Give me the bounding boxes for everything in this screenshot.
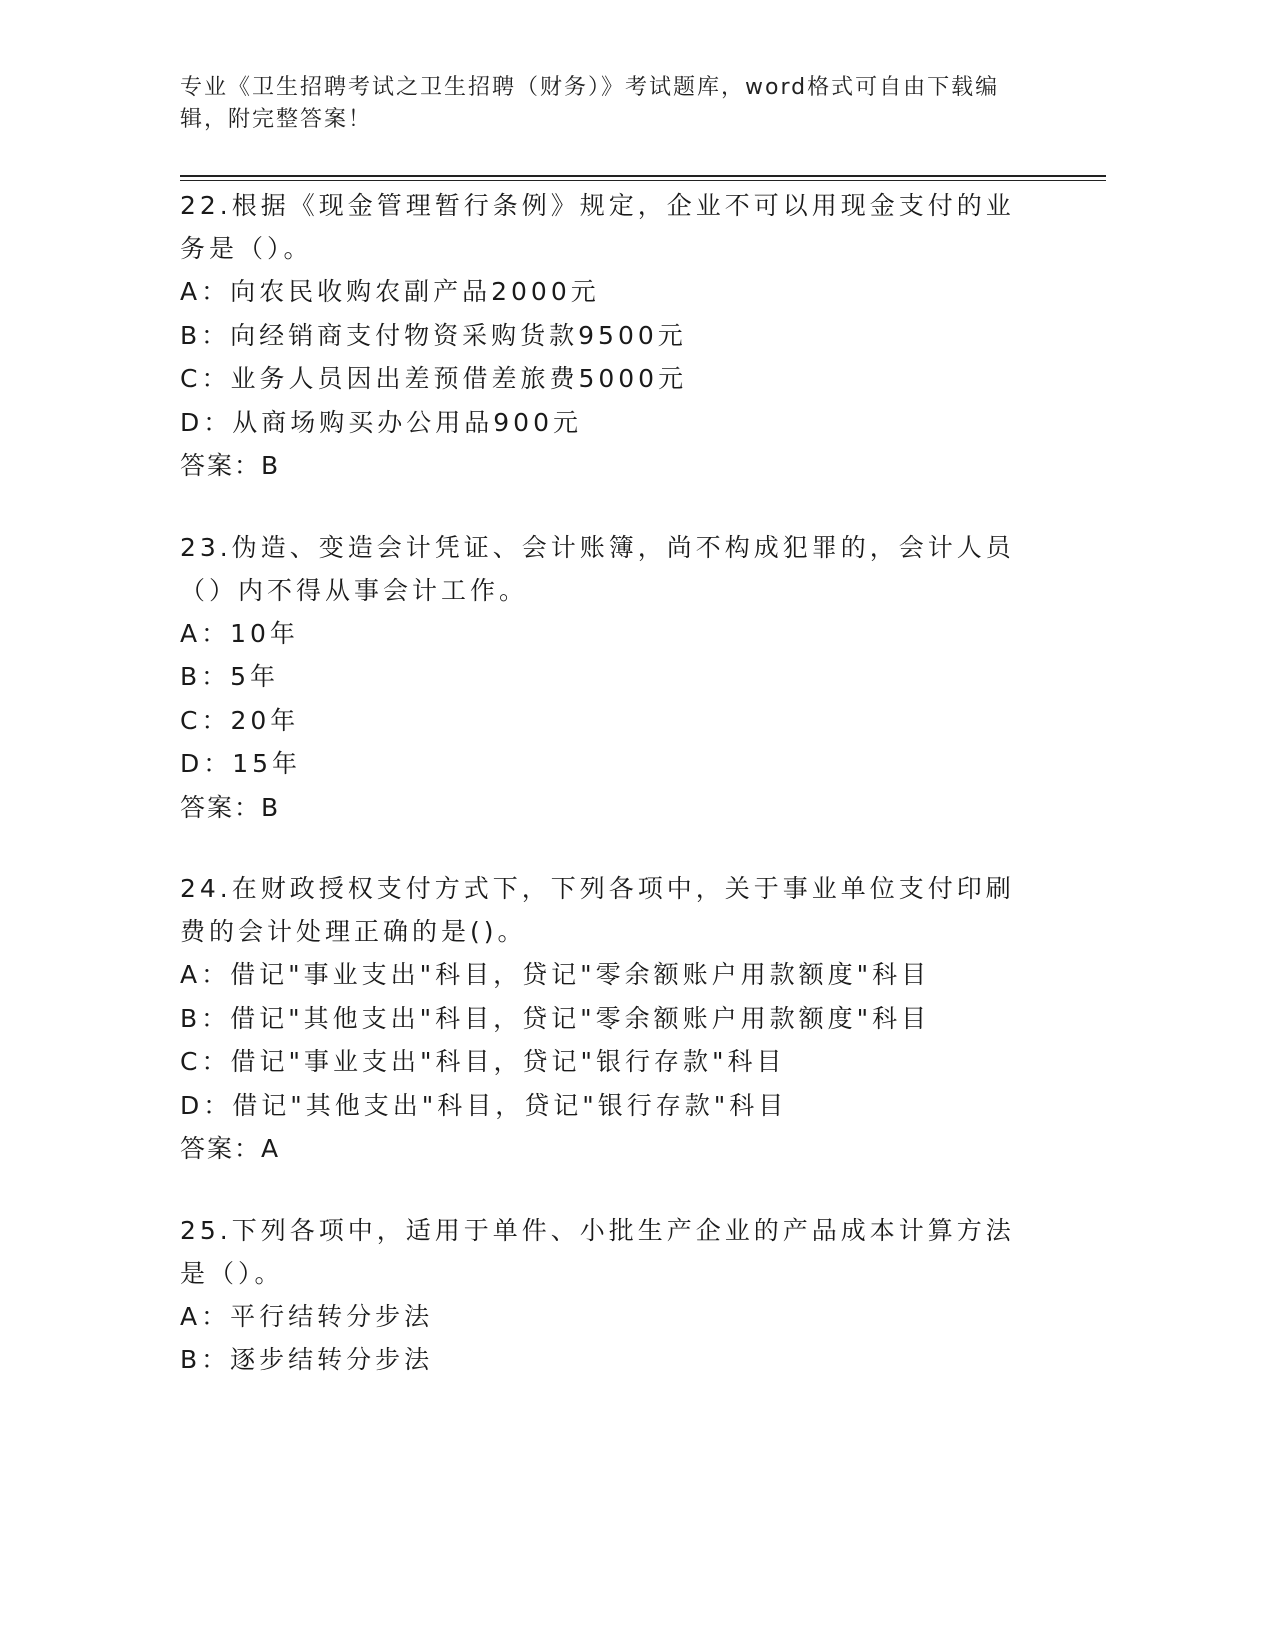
option-d: D：从商场购买办公用品900元	[180, 407, 582, 437]
question-list	[180, 184, 1040, 1420]
option-c: C：借记"事业支出"科目，贷记"银行存款"科目	[180, 1047, 786, 1076]
option-c: C：业务人员因出差预借差旅费5000元	[180, 364, 688, 393]
document-header: 专业《卫生招聘考试之卫生招聘（财务）》考试题库，word格式可自由下载编辑，附完整答案！	[180, 75, 1000, 132]
answer: 答案：A	[180, 1134, 281, 1163]
answer: 答案：B	[180, 792, 281, 822]
question-text: 22.根据《现金管理暂行条例》规定，企业不可以用现金支付的业务是（）。	[180, 191, 1015, 263]
question-25	[180, 1209, 1040, 1382]
header-divider-thick	[180, 175, 1106, 177]
question-text: 24.在财政授权支付方式下，下列各项中，关于事业单位支付印刷费的会计处理正确的是()。	[180, 874, 1015, 946]
option-d: D：借记"其他支出"科目，贷记"银行存款"科目	[180, 1090, 788, 1120]
option-c: C：20年	[180, 705, 300, 735]
header-divider-thin	[180, 180, 1106, 181]
option-b: B：逐步结转分步法	[180, 1345, 434, 1374]
question-text: 25.下列各项中，适用于单件、小批生产企业的产品成本计算方法是（）。	[180, 1215, 1015, 1288]
question-24	[180, 867, 1040, 1171]
option-b: B：借记"其他支出"科目，贷记"零余额账户用款额度"科目	[180, 1003, 931, 1033]
option-a: A：平行结转分步法	[180, 1301, 434, 1331]
question-22	[180, 184, 1040, 488]
question-23	[180, 526, 1040, 830]
option-d: D：15年	[180, 749, 302, 778]
answer: 答案：B	[180, 451, 281, 480]
option-a: A：借记"事业支出"科目，贷记"零余额账户用款额度"科目	[180, 960, 931, 989]
option-b: B：向经销商支付物资采购货款9500元	[180, 320, 687, 350]
option-a: A：向农民收购农副产品2000元	[180, 277, 600, 306]
option-b: B：5年	[180, 662, 280, 691]
option-a: A：10年	[180, 618, 299, 648]
question-text: 23.伪造、变造会计凭证、会计账簿，尚不构成犯罪的，会计人员（）内不得从事会计工作。	[180, 532, 1015, 605]
